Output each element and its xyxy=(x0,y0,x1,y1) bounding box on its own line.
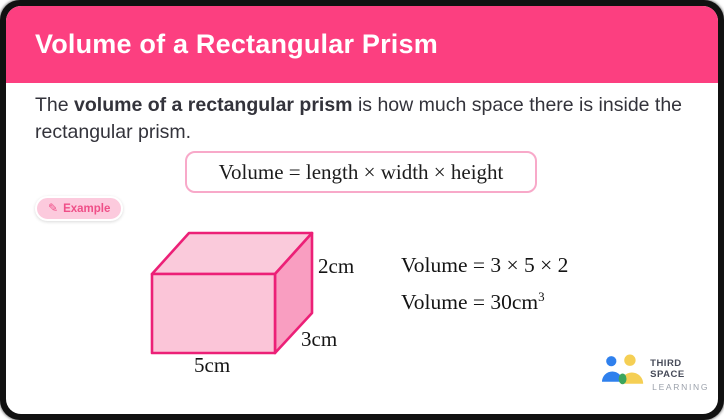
example-badge xyxy=(35,196,123,221)
logo-green-overlap xyxy=(619,373,627,384)
working-line-2-exponent: 3 xyxy=(538,289,545,304)
formula-text: Volume = length × width × height xyxy=(218,159,504,184)
formula-box xyxy=(185,151,537,193)
logo-blue-head xyxy=(606,356,616,366)
rectangular-prism-diagram xyxy=(140,225,370,387)
logo-text-line2: LEARNING xyxy=(652,382,710,392)
logo-mark-icon xyxy=(601,351,644,391)
third-space-learning-logo xyxy=(601,350,718,392)
example-badge-label: Example xyxy=(63,202,111,215)
intro-paragraph xyxy=(35,92,685,146)
working-line-2 xyxy=(401,289,568,315)
dimension-label-height: 2cm xyxy=(318,254,355,278)
logo-yellow-head xyxy=(624,355,635,366)
dimension-label-length: 5cm xyxy=(194,353,231,377)
card-header xyxy=(6,6,718,83)
intro-text-prefix: The xyxy=(35,94,75,116)
page-title: Volume of a Rectangular Prism xyxy=(35,29,438,59)
lesson-card xyxy=(6,6,718,414)
logo-wordmark xyxy=(650,350,718,392)
intro-text-suffix: is how much space there is inside the rectangular prism. xyxy=(35,94,683,143)
logo-text-line1: THIRD SPACE xyxy=(650,358,685,380)
working-line-1: Volume = 3 × 5 × 2 xyxy=(401,253,569,277)
dimension-label-depth: 3cm xyxy=(301,327,338,351)
worked-example xyxy=(401,253,568,326)
intro-text-bold: volume of a rectangular prism xyxy=(74,94,353,116)
working-line-2-base: Volume = 30cm xyxy=(401,290,539,315)
prism-front-face xyxy=(152,274,275,353)
pencil-icon: ✎ xyxy=(48,200,59,215)
